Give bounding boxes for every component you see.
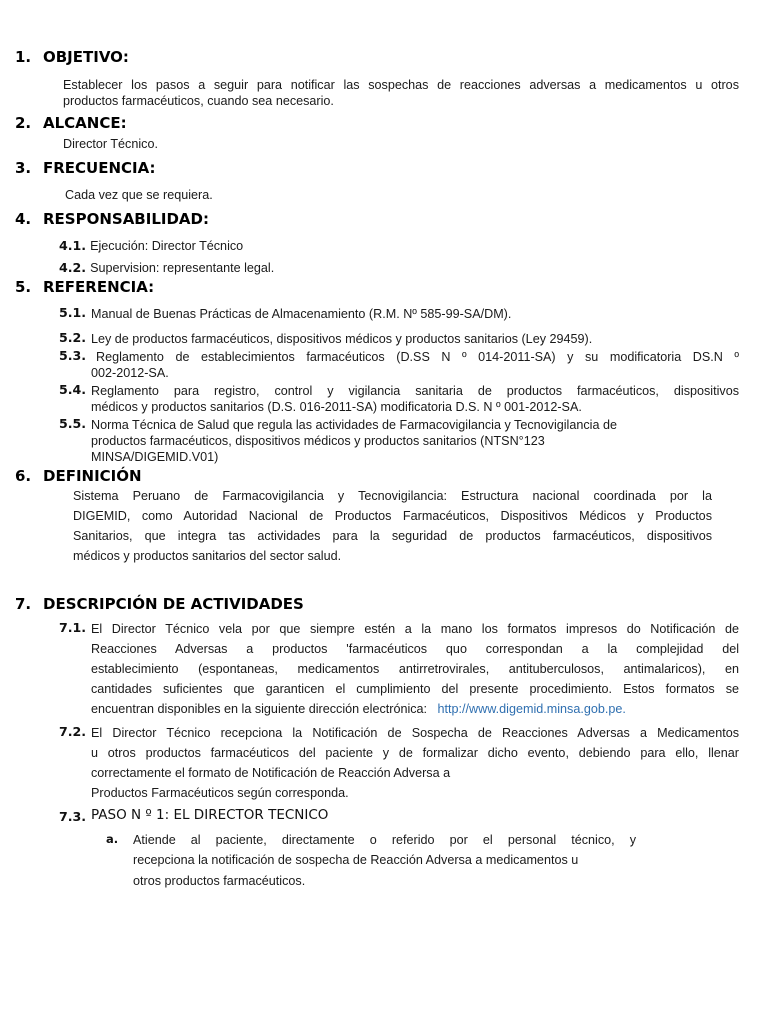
section-title: REFERENCIA: <box>43 278 155 296</box>
activity-7-2-line-1: El Director Técnico recepciona la Notificación de Sospecha de Reacciones Adversas a Medicamentos <box>91 726 739 740</box>
section-6-heading <box>15 467 142 485</box>
reference-5-5-line-1: Norma Técnica de Salud que regula las actividades de Farmacovigilancia y Tecnovigilancia de <box>91 418 617 432</box>
section-4-heading <box>15 210 209 228</box>
section-title: DEFINICIÓN <box>43 467 142 485</box>
item-text: Supervision: representante legal. <box>90 261 275 275</box>
objective-line-1: Establecer los pasos a seguir para notificar las sospechas de reacciones adversas a medicamentos u otros <box>63 78 739 92</box>
section-5-heading <box>15 278 154 296</box>
reference-5-2: Ley de productos farmacéuticos, dispositivos médicos y productos sanitarios (Ley 29459). <box>91 332 593 346</box>
step-1-a-line-3: otros productos farmacéuticos. <box>133 874 306 888</box>
responsibility-item <box>59 259 274 277</box>
objective-line-2: productos farmacéuticos, cuando sea necesario. <box>63 94 334 108</box>
definition-line-1: Sistema Peruano de Farmacovigilancia y Tecnovigilancia: Estructura nacional coordinada por la <box>73 489 712 503</box>
definition-line-3: Sanitarios, que integra tas actividades para la seguridad de productos farmacéuticos, dispositivos <box>73 529 712 543</box>
reference-5-3-line-1: Reglamento de establecimientos farmacéuticos (D.SS N º 014-2011-SA) y su modificatoria DS.N º <box>96 350 739 364</box>
activity-7-2-line-4: Productos Farmacéuticos según corresponda. <box>91 786 349 800</box>
reference-5-4-line-1: Reglamento para registro, control y vigilancia sanitaria de productos farmacéuticos, dispositivos <box>91 384 739 398</box>
activity-7-1-line-3: establecimiento (espontaneas, medicamentos antirretrovirales, antituberculosos, antimalaricos), en <box>91 662 739 676</box>
section-number: 5. <box>15 278 32 296</box>
section-2-heading <box>15 114 127 132</box>
activity-7-1-line-5 <box>91 701 626 717</box>
section-3-heading <box>15 159 156 177</box>
section-number: 7. <box>15 595 32 613</box>
reference-5-5-line-2: productos farmacéuticos, dispositivos médicos y productos sanitarios (NTSN°123 <box>91 434 545 448</box>
reference-5-5-line-3: MINSA/DIGEMID.V01) <box>91 450 219 464</box>
section-1-heading <box>15 48 129 66</box>
digemid-link[interactable]: http://www.digemid.minsa.gob.pe. <box>437 702 626 716</box>
section-number: 1. <box>15 48 32 66</box>
item-number: 5.1. <box>59 305 87 320</box>
item-number: 5.5. <box>59 416 87 431</box>
step-1-a-line-2: recepciona la notificación de sospecha de Reacción Adversa a medicamentos u <box>133 853 579 867</box>
activity-7-1-line-4: cantidades suficientes que garanticen el cumplimiento del presente procedimiento. Estos formatos se <box>91 682 739 696</box>
scope-text: Director Técnico. <box>63 137 158 151</box>
item-number: 7.1. <box>59 620 87 635</box>
activity-7-1-line-1: El Director Técnico vela por que siempre estén a la mano los formatos impresos do Notificación de <box>91 622 739 636</box>
section-title: FRECUENCIA: <box>43 159 156 177</box>
item-number: 4.1. <box>59 238 87 253</box>
step-1-a-line-1: Atiende al paciente, directamente o referido por el personal técnico, y <box>133 833 636 847</box>
section-title: DESCRIPCIÓN DE ACTIVIDADES <box>43 595 304 613</box>
reference-5-3-line-2: 002-2012-SA. <box>91 366 169 380</box>
responsibility-item <box>59 237 243 255</box>
reference-5-1: Manual de Buenas Prácticas de Almacenamiento (R.M. Nº 585-99-SA/DM). <box>91 307 512 321</box>
reference-5-4-line-2: médicos y productos sanitarios (D.S. 016-2011-SA) modificatoria D.S. N º 001-2012-SA. <box>91 400 582 414</box>
activity-7-2-line-3: correctamente el formato de Notificación de Reacción Adversa a <box>91 766 451 780</box>
activity-7-2-line-2: u otros productos farmacéuticos del paciente y de formalizar dicho evento, debiendo para ello, llenar <box>91 746 739 760</box>
activity-7-1-line-2: Reacciones Adversas a productos 'farmacéuticos quo correspondan a la complejidad del <box>91 642 739 656</box>
item-number: 5.4. <box>59 382 87 397</box>
item-text: Ejecución: Director Técnico <box>90 239 244 253</box>
section-title: OBJETIVO: <box>43 48 129 66</box>
item-number: 5.3. <box>59 348 87 363</box>
section-7-heading <box>15 595 304 613</box>
step-1-title: PASO N º 1: EL DIRECTOR TECNICO <box>91 807 329 823</box>
section-number: 3. <box>15 159 32 177</box>
activity-7-1-text: encuentran disponibles en la siguiente dirección electrónica: <box>91 702 428 716</box>
section-title: RESPONSABILIDAD: <box>43 210 209 228</box>
section-number: 4. <box>15 210 32 228</box>
definition-line-4: médicos y productos sanitarios del sector salud. <box>73 549 342 563</box>
item-number: 7.3. <box>59 809 87 824</box>
definition-line-2: DIGEMID, como Autoridad Nacional de Productos Farmacéuticos, Dispositivos Médicos y Productos <box>73 509 712 523</box>
sub-item-letter: a. <box>106 832 119 846</box>
frequency-text: Cada vez que se requiera. <box>65 188 213 202</box>
item-number: 7.2. <box>59 724 87 739</box>
item-number: 5.2. <box>59 330 87 345</box>
section-number: 2. <box>15 114 32 132</box>
section-number: 6. <box>15 467 32 485</box>
section-title: ALCANCE: <box>43 114 127 132</box>
item-number: 4.2. <box>59 260 87 275</box>
